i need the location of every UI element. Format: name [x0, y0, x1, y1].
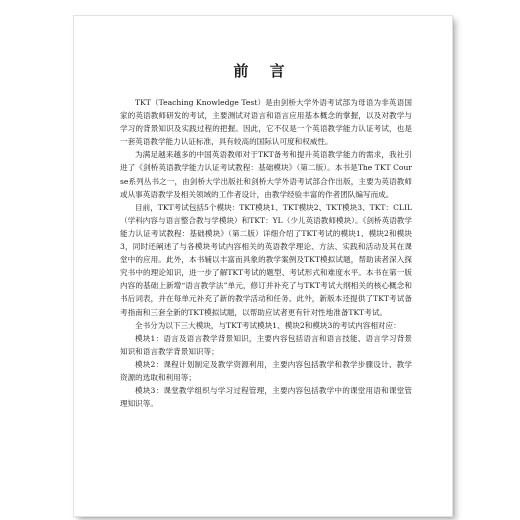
paragraph: 模块2：课程计划制定及教学资源利用，主要内容包括教学和教学步骤设计、教学资源的选取和利用等； — [120, 359, 412, 382]
paragraph: 模块3：课堂教学组织与学习过程管理，主要内容包括教学中的课堂用语和课堂管理知识等。 — [120, 386, 412, 409]
paragraph: 全书分为以下三大模块，与TKT考试模块1、模块2和模块3的考试内容相对应： — [135, 320, 401, 330]
paragraph: TKT（Teaching Knowledge Test）是由剑桥大学外语考试部为母语为非英语国家的英语教师研发的考试，主要测试对语言和语言应用基本概念的掌握，以及对教学与学习的背景知识及实践过程的把握。因此，它不仅是一个英语教学能力认证考试，也是一套英语教学能力认证标准，具有较高的国际认可度和权威性。 — [120, 98, 412, 147]
document-page — [74, 16, 452, 516]
paragraph: 模块1：语言及语言教学背景知识，主要内容包括语言和语言技能、语言学习背景知识和语言教学背景知识等； — [120, 333, 412, 356]
body-text — [120, 96, 412, 410]
paragraph: 为满足越来越多的中国英语教师对于TKT备考和提升英语教学能力的需求，我社引进了《剑桥英语教学能力认证考试教程：基础模块》（第二版）。本书是The TKT Course系列丛书之一，由剑桥大学出版社和剑桥大学外语考试部合作出版，主要为英语教师或从事英语教学及相关领域的工作者设计，由教学经验丰富的作者团队编写而成。 — [120, 150, 412, 199]
page-title: 前 言 — [233, 62, 293, 80]
paragraph: 目前，TKT考试包括5个模块：TKT模块1、TKT模块2、TKT模块3、TKT：CLIL（学科内容与语言整合教与学模块）和TKT：YL（少儿英语教师模块）。《剑桥英语教学能力认证考试教程：基础模块》（第二版）详细介绍了TKT考试的模块1、模块2和模块3，同时还阐述了与各模块考试内容相关的英语教学理论、方法、实践和活动及其在课堂中的应用。此外，本书辅以丰富而具象的教学案例及TKT模拟试题，帮助读者深入探究书中的理论知识，进一步了解TKT考试的题型、考试形式和难度水平。本书在第一版内容的基础上新增“语言教学法”单元，修订并补充了与TKT考试大纲相关的核心概念和书后词表，并在每单元补充了新的教学活动和任务。此外，新版本还提供了TKT考试备考指南和三套全新的TKT模拟试题，以帮助应试者更有针对性地准备TKT考试。 — [120, 202, 412, 317]
